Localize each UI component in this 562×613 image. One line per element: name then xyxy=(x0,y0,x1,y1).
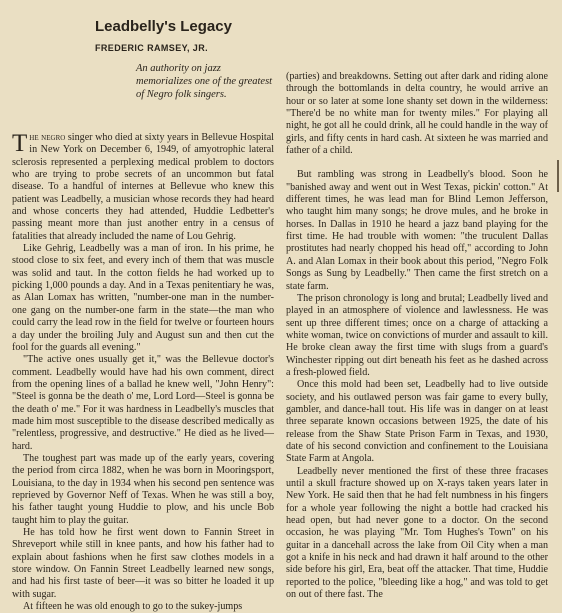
left-paragraph-4: The toughest part was made up of the early years, covering the period from circa 1882, when he was born in Mooringsport, Louisiana, to the day in 1934 when his second pen sentence was reprieved by Governor Neff of Texas. When he was still a boy, his father taught young Huddie to plow, and his uncle Bob taught him to play the guitar. xyxy=(12,452,274,526)
left-paragraph-2: Like Gehrig, Leadbelly was a man of iron. In his prime, he stood close to six feet, and every inch of them that was muscle was solid and taut. In the cotton fields he had worked up to picking 1,000 pounds a day. And in a Texas penitentiary he was, as Alan Lomax has written, "number-one man in the number-one gang on the number-one farm in the state—the man who could carry the lead row in the field for twelve or fourteen hours a day under the broiling July and August sun and then cut the fool for the guards all evening." xyxy=(12,243,274,353)
left-paragraph-5: He has told how he first went down to Fannin Street in Shreveport while still in knee pants, and how his father had to explain about fashions when he first saw clothes models in a store window. On Fannin Street Leadbelly learned new songs, and had his first taste of beer—it was so bitter he loaded it up with sugar. xyxy=(12,527,274,600)
left-paragraph-1 xyxy=(12,132,274,243)
right-paragraph-4: Once this mold had been set, Leadbelly had to live outside society, and his outlawed person was fair game to every bully, gambler, and dance-hall tout. His life was in danger on at least three separate known occasions between 1925, the date of his release from the Shaw State Prison Farm in Texas, and 1930, date of his second conviction and confinement to the Louisiana State Farm at Angola. xyxy=(286,379,548,465)
right-paragraph-1: (parties) and breakdowns. Setting out after dark and riding alone through the bottomlands in delta country, he would arrive an hour or so later at some lone shanty set down in the wilderness: "There'd be no white man for twenty miles." For playing all night, he got all he could drink, all he could handle in the way of girls, and fifty cents in hard cash. At sixteen he was married and father of a child. xyxy=(286,71,548,157)
page-edge-mark xyxy=(557,160,559,192)
left-column xyxy=(12,132,274,613)
right-paragraph-2: But rambling was strong in Leadbelly's blood. Soon he "banished away and went out in West Texas, pickin' cotton." At different times, he was lead man for Blind Lemon Jefferson, who taught him many songs; he drove mules, and he broke in horses. In Dallas in 1910 he heard a jazz band playing for the first time. He had trouble with women: "the truculent Dallas prostitutes had nearly chopped his head off," according to John A. and Alan Lomax in their book about this period, "Negro Folk Songs as Sung by Leadbelly." Then came the first stretch on a state farm. xyxy=(286,169,548,292)
lead-small-caps: he negro xyxy=(29,132,66,143)
right-paragraph-5: Leadbelly never mentioned the first of these three fracases until a skull fracture showed up on X-rays taken years later in New York. He said then that he had felt numbness in his fingers for a whole year following the night a bottle had cracked his head open, but had never gone to a doctor. On the second occasion, he was playing "Mr. Tom Hughes's Town" on his guitar in a dancehall across the lake from Oil City when a man got a knife in his neck and had drawn it half around to the other side before his girl, Era, beat off the attacker. That time, Huddie reported to the police, "bleeding like a hog," and was told to get on out of there fast. The xyxy=(286,465,548,601)
left-paragraph-6: At fifteen he was old enough to go to the sukey-jumps xyxy=(23,601,243,613)
drop-cap: T xyxy=(12,130,28,157)
right-paragraph-3: The prison chronology is long and brutal; Leadbelly lived and played in an atmosphere of violence and lawlessness. He was sent up three different times; once on a charge of attacking a white woman, twice on convictions of murder and assault to kill. He broke clean away the first time with slugs from a guard's Winchester ripping out dirt beneath his feet as he dashed across a fresh-plowed field. xyxy=(286,292,548,378)
right-column xyxy=(286,71,548,601)
left-paragraph-3: "The active ones usually get it," was the Bellevue doctor's comment. Leadbelly would have had his own comment, direct from the opening lines of a ballad he knew well, "John Henry": "Steel is gonna be the death o' me, Lord Lord—Steel is gonna be the death o' me." For it was hardness in Leadbelly's muscles that made him most susceptible to the disease described medically as "relentless, progressive, and destructive." He died as he lived—hard. xyxy=(12,354,274,452)
article-title: Leadbelly's Legacy xyxy=(95,18,232,35)
left-paragraph-1-text: singer who died at sixty years in Bellevue Hospital in New York on December 6, 1949, of amyotrophic lateral sclerosis represented a perplexing medical problem to doctors who are trying to probe secrets of an uncommon but fatal disease. To a handful of internes at Bellevue who knew this patient was Leadbelly, a musician whose records they had heard and whose concerts they had attended, Huddie Ledbetter's passing meant more than just another entry in a census of fatalities that already included the name of Lou Gehrig. xyxy=(12,132,274,242)
article-author: FREDERIC RAMSEY, JR. xyxy=(95,43,209,53)
article-epigraph: An authority on jazz memorializes one of the greatest of Negro folk singers. xyxy=(136,63,273,100)
